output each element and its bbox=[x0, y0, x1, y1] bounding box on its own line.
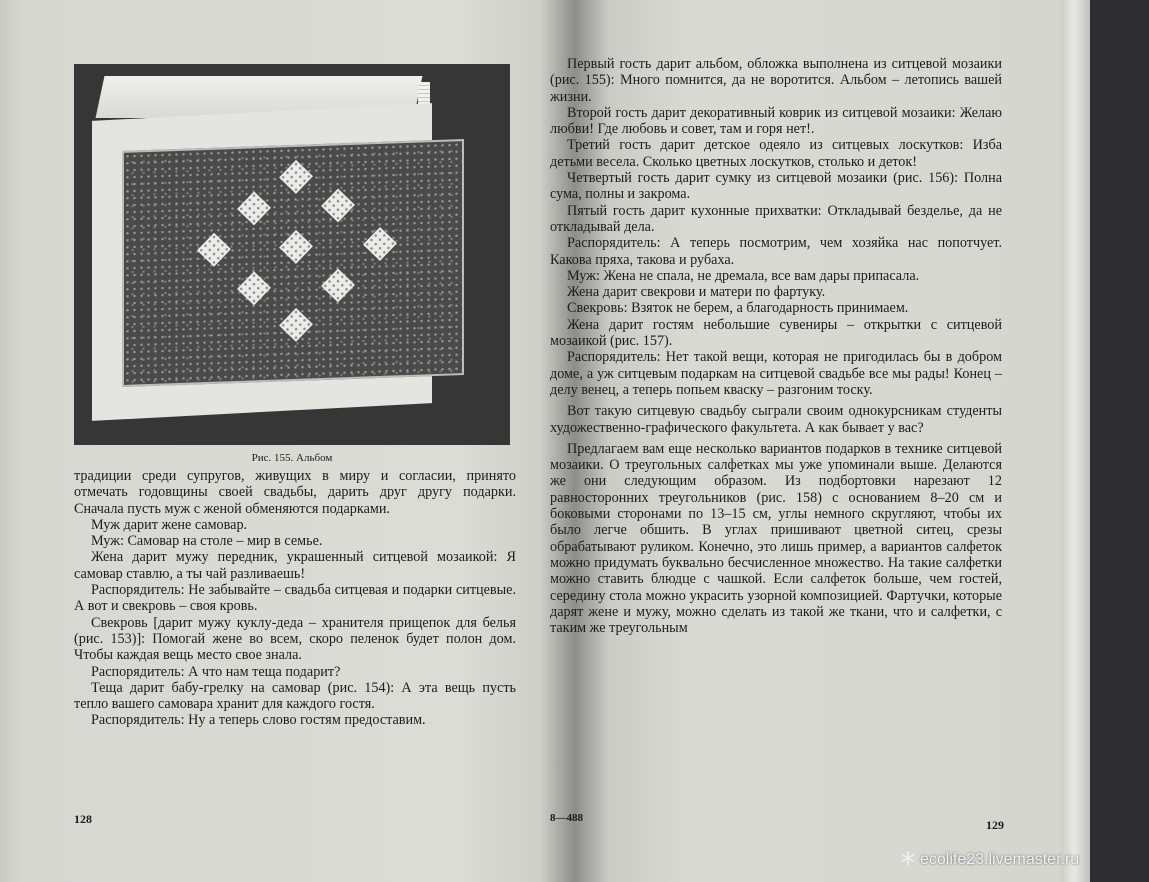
paragraph: Предлагаем вам еще несколько вариантов подарков в технике ситцевой мозаики. О треугольных салфетках мы уже упоминали выше. Делаются же они следующим образом. Из подбортовки нарезают 12 равносторонних треугольников (рис. 158) с основанием 8–20 см и боковыми сторонами по 13–15 см, углы немного скругляют, чтобы их было легче обшить. В углах пришивают цветной ситец, срезы обрабатывают руликом. Конечно, это лишь пример, а вариантов салфеток можно придумать буквально бесчисленное множество. На такие салфетки можно ставить блюдце с чашкой. Если салфеток больше, чем гостей, середину стола можно украсить узорной композицией. Фартучки, которые дарят жене и мужу, можно сделать из такой же ткани, что и салфетки, с таким же треугольным bbox=[550, 440, 1002, 637]
fabric-square bbox=[279, 160, 313, 194]
paragraph: Муж дарит жене самовар. bbox=[91, 516, 248, 533]
paragraph: Муж: Самовар на столе – мир в семье. bbox=[91, 533, 323, 550]
paragraph: Распорядитель: А что нам теща подарит? bbox=[91, 663, 341, 680]
fabric-square bbox=[279, 308, 313, 342]
paragraph: Третий гость дарит детское одеяло из ситцевых лоскутков: Изба детьми весела. Сколько цветных лоскутков, столько и деток! bbox=[550, 137, 1002, 170]
fabric-square bbox=[321, 188, 355, 222]
left-page bbox=[0, 0, 530, 882]
album-illustration bbox=[74, 64, 510, 445]
paragraph: Теща дарит бабу-грелку на самовар (рис. 154): А эта вещь пусть тепло вашего самовара хранит для каждого гостя. bbox=[74, 679, 516, 713]
paragraph: Жена дарит свекрови и матери по фартуку. bbox=[567, 284, 826, 301]
background-right bbox=[1090, 0, 1149, 882]
watermark-text: ecolife23.livemaster.ru bbox=[920, 851, 1080, 868]
left-page-text bbox=[74, 468, 516, 729]
paragraph: Жена дарит гостям небольшие сувениры – открытки с ситцевой мозаикой (рис. 157). bbox=[550, 316, 1002, 350]
fabric-square bbox=[321, 268, 355, 302]
fabric-square bbox=[237, 271, 271, 305]
paragraph: Муж: Жена не спала, не дремала, все вам дары припасала. bbox=[567, 267, 920, 284]
paragraph: традиции среди супругов, живущих в миру и согласии, принято отмечать годовщины своей свадьбы, дарить друг другу подарки. Сначала пусть муж с женой обменяются подарками. bbox=[74, 468, 516, 517]
signature-mark: 8—488 bbox=[550, 812, 583, 824]
fabric-square bbox=[363, 227, 397, 261]
right-page-text bbox=[550, 56, 1002, 636]
paragraph: Первый гость дарит альбом, обложка выполнена из ситцевой мозаики (рис. 155): Много помнится, да не воротится. Альбом – летопись вашей жизни. bbox=[550, 56, 1002, 105]
paragraph: Распорядитель: Не забывайте – свадьба ситцевая и подарки ситцевые. А вот и свекровь – своя кровь. bbox=[74, 582, 516, 615]
paragraph: Свекровь: Взяток не берем, а благодарность принимаем. bbox=[567, 300, 909, 317]
paragraph: Второй гость дарит декоративный коврик из ситцевой мозаики: Желаю любви! Где любовь и совет, там и горя нет!. bbox=[550, 104, 1002, 138]
fabric-square bbox=[237, 191, 271, 225]
page-number-left: 128 bbox=[74, 812, 92, 826]
paragraph: Распорядитель: Нет такой вещи, которая не пригодилась бы в добром доме, а уж ситцевым подаркам на ситцевой свадьбе все мы рады! Конец – делу венец, а теперь попьем кваску – разгоним тоску. bbox=[550, 349, 1002, 398]
paragraph: Распорядитель: А теперь посмотрим, чем хозяйка нас попотчует. Какова пряха, такова и рубаха. bbox=[550, 235, 1002, 268]
page-edge bbox=[1062, 0, 1092, 882]
snowflake-icon bbox=[900, 850, 916, 866]
paragraph: Пятый гость дарит кухонные прихватки: Откладывай безделье, да не откладывай дела. bbox=[550, 202, 1002, 235]
paragraph: Вот такую ситцевую свадьбу сыграли своим однокурсникам студенты художественно-графического факультета. А как бывает у вас? bbox=[550, 403, 1002, 436]
paragraph: Распорядитель: Ну а теперь слово гостям предоставим. bbox=[91, 712, 426, 729]
page-number-right: 129 bbox=[986, 818, 1004, 832]
album-photo bbox=[74, 64, 510, 445]
paragraph: Свекровь [дарит мужу куклу-деда – хранителя прищепок для белья (рис. 153)]: Помогай жене во всем, скоро пеленок будет полон дом. Чтобы каждая вещь место свое знала. bbox=[74, 614, 516, 664]
album-fabric-panel bbox=[122, 139, 464, 387]
paragraph: Четвертый гость дарит сумку из ситцевой мозаики (рис. 156): Полна сума, полны и закрома. bbox=[550, 170, 1002, 203]
fabric-square bbox=[279, 230, 313, 264]
paragraph: Жена дарит мужу передник, украшенный ситцевой мозаикой: Я самовар ставлю, а ты чай разливаешь! bbox=[74, 549, 516, 582]
fabric-square bbox=[197, 233, 231, 267]
watermark bbox=[900, 850, 1079, 869]
figure-caption: Рис. 155. Альбом bbox=[251, 452, 333, 464]
